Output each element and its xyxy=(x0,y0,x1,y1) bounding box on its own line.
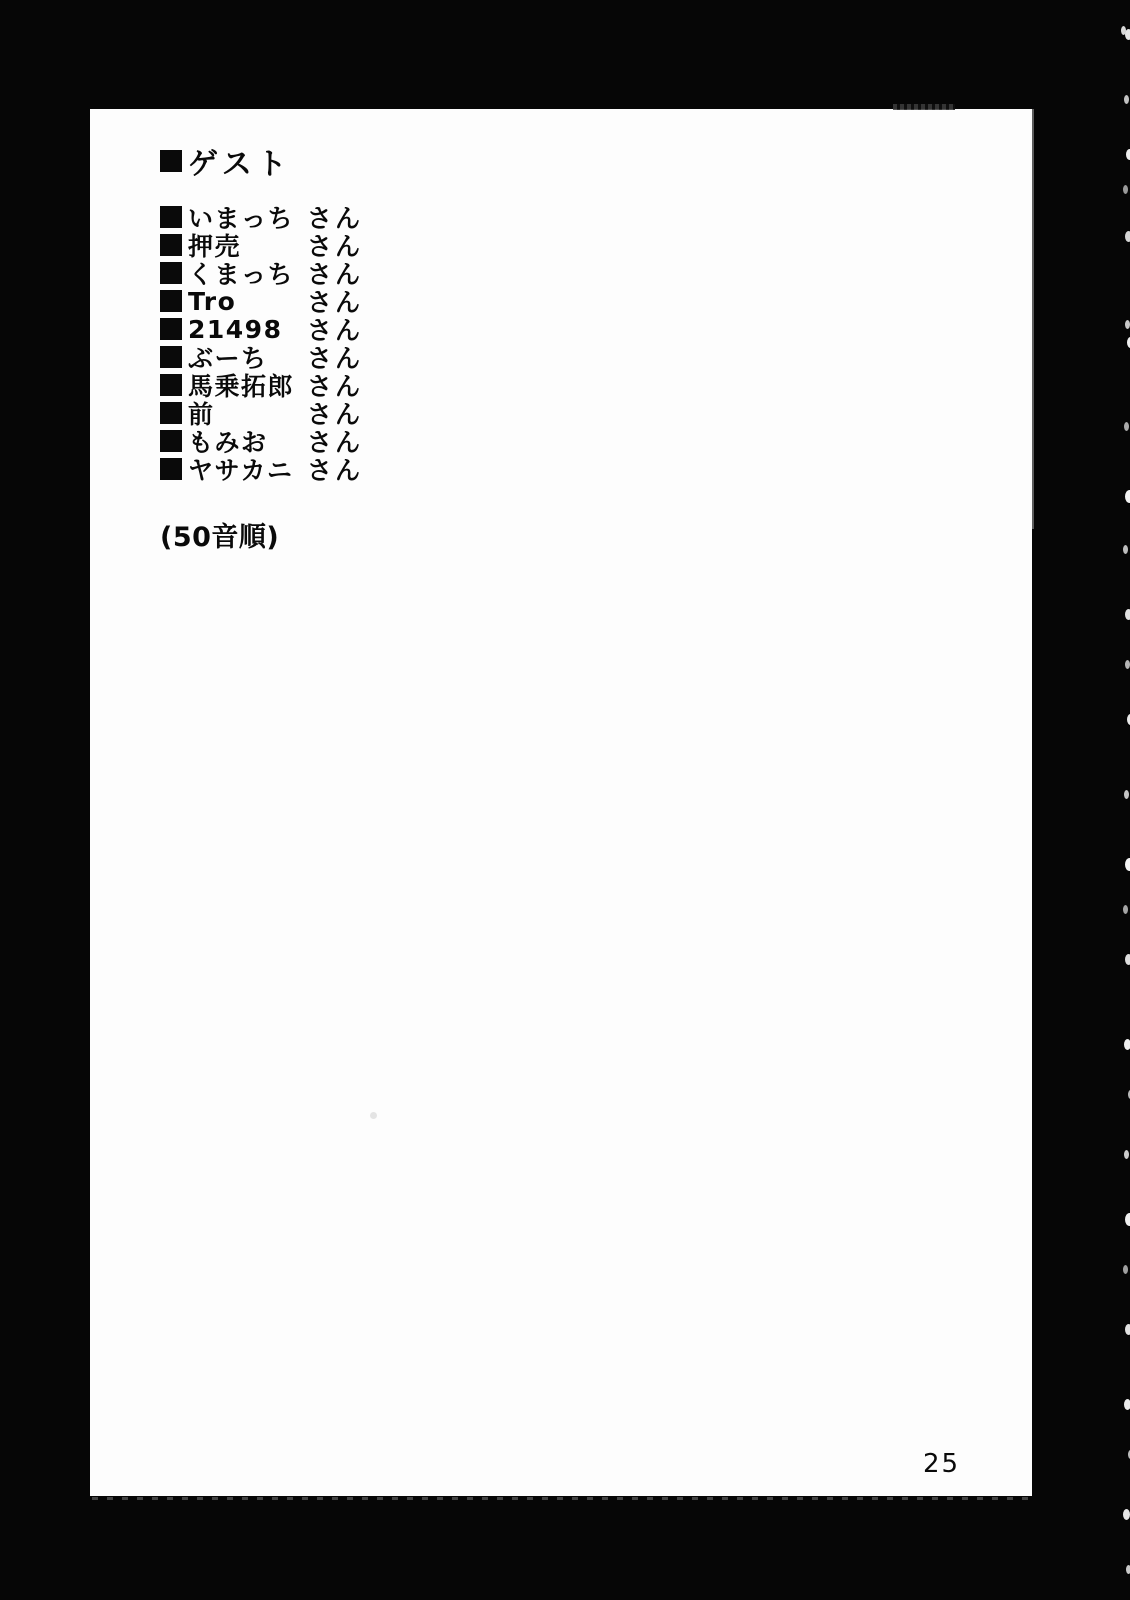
section-heading-label: ゲスト xyxy=(188,147,292,182)
guest-honorific: さん xyxy=(307,344,364,373)
page-edge-highlight xyxy=(1032,109,1034,529)
bullet-square-icon xyxy=(160,430,182,452)
bullet-square-icon xyxy=(160,262,182,284)
guest-honorific: さん xyxy=(307,288,364,317)
guest-honorific: さん xyxy=(307,316,364,345)
section-heading xyxy=(160,145,363,182)
page-number: 25 xyxy=(923,1449,961,1479)
bullet-square-icon xyxy=(160,458,182,480)
guest-name: 21498 xyxy=(188,314,283,344)
page-content xyxy=(160,145,363,554)
bullet-square-icon xyxy=(160,206,182,228)
guest-list xyxy=(160,203,363,483)
bullet-square-icon xyxy=(160,150,182,172)
guest-honorific: さん xyxy=(307,372,364,401)
bullet-square-icon xyxy=(160,318,182,340)
guest-name: いまっち xyxy=(188,204,295,233)
guest-honorific: さん xyxy=(307,260,364,289)
guest-honorific: さん xyxy=(307,232,364,261)
guest-name: くまっち xyxy=(188,260,295,289)
bullet-square-icon xyxy=(160,402,182,424)
scan-smudge-artifact xyxy=(893,104,955,110)
bullet-square-icon xyxy=(160,290,182,312)
guest-name: ぶーち xyxy=(188,344,268,373)
scan-edge-artifacts xyxy=(1121,26,1126,35)
guest-honorific: さん xyxy=(307,400,364,429)
bullet-square-icon xyxy=(160,374,182,396)
guest-name: 前 xyxy=(188,400,215,429)
guest-name: 押売 xyxy=(188,232,242,261)
guest-row xyxy=(160,455,363,483)
guest-honorific: さん xyxy=(307,456,364,485)
guest-name: もみお xyxy=(188,428,268,457)
guest-honorific: さん xyxy=(307,204,364,233)
guest-honorific: さん xyxy=(307,428,364,457)
guest-name: Tro xyxy=(188,286,237,316)
bullet-square-icon xyxy=(160,346,182,368)
sort-order-note: (50音順) xyxy=(160,522,280,553)
guest-name: 馬乗拓郎 xyxy=(188,372,295,401)
bullet-square-icon xyxy=(160,234,182,256)
guest-name: ヤサカニ xyxy=(188,456,294,485)
scan-bottom-artifacts xyxy=(92,1497,1030,1500)
scan-dot-artifact xyxy=(370,1112,377,1119)
document-page xyxy=(90,109,1032,1496)
